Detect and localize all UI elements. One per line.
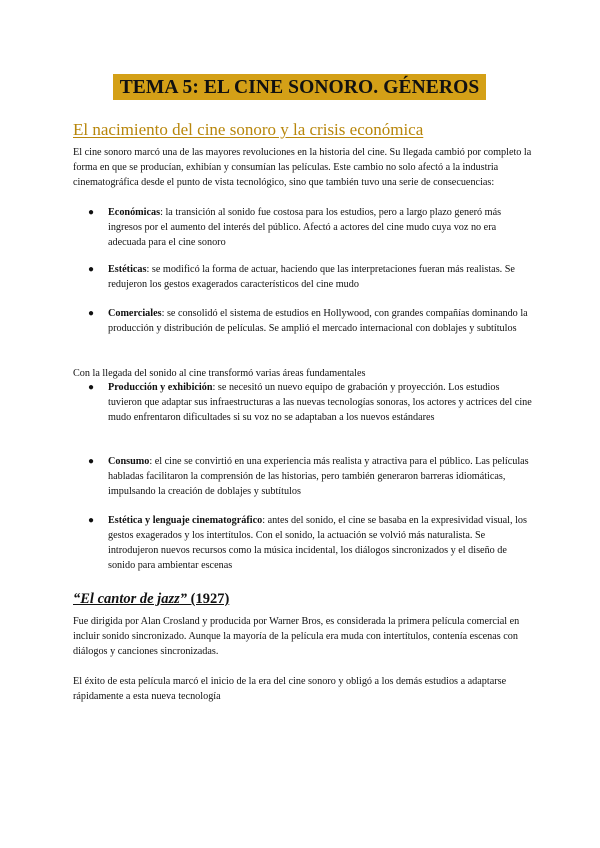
section-heading-jazz-singer	[73, 591, 229, 608]
section-heading-sound-cinema: El nacimiento del cine sonoro y la crisis económica	[73, 120, 424, 139]
bullet-icon: ●	[88, 264, 95, 275]
list-item-produccion	[88, 380, 534, 425]
list-item-term: Producción y exhibición	[108, 382, 213, 393]
list-item-text: : el cine se convirtió en una experiencia más realista y atractiva para el público. Las películas habladas facilitaron la comprensión de las historias, pero también generaron barreras idiomáticas, impulsando la creación de doblajes y subtítulos	[108, 456, 529, 497]
bullet-icon: ●	[88, 456, 95, 467]
list-item-estetica-lenguaje	[88, 513, 534, 573]
intro-paragraph-2: Con la llegada del sonido al cine transformó varias áreas fundamentales	[73, 368, 366, 379]
list-item-term: Comerciales	[108, 308, 162, 319]
film-paragraph-1: Fue dirigida por Alan Crosland y producida por Warner Bros, es considerada la primera película comercial en incluir sonido sincronizado. Aunque la mayoría de la película era muda con intertítulos, contenía escenas con diálogos y canciones sincronizadas.	[73, 616, 520, 657]
list-item-comerciales	[88, 306, 534, 336]
film-title: “El cantor de jazz”	[73, 591, 187, 607]
intro-paragraph: El cine sonoro marcó una de las mayores revoluciones en la historia del cine. Su llegada cambió por completo la forma en que se producían, exhibían y consumían las películas. Este cambio no solo afectó a la industria cinematográfica desde el punto de vista tecnológico, sino que también tuvo una serie de consecuencias:	[73, 147, 532, 188]
bullet-icon: ●	[88, 515, 95, 526]
list-item-term: Económicas	[108, 207, 161, 218]
film-paragraph-2: El éxito de esta película marcó el inicio de la era del cine sonoro y obligó a los demás estudios a adaptarse rápidamente a esta nueva tecnología	[73, 676, 507, 702]
film-year: (1927)	[187, 591, 230, 607]
list-item-esteticas	[88, 262, 534, 292]
list-item-economicas	[88, 205, 534, 250]
list-item-text: : se consolidó el sistema de estudios en Hollywood, con grandes compañías dominando la producción y distribución de películas. Se amplió el mercado internacional con doblajes y subtítulos	[108, 308, 528, 334]
list-item-term: Estéticas	[108, 264, 147, 275]
bullet-icon: ●	[88, 207, 95, 218]
list-item-text: : la transición al sonido fue costosa para los estudios, pero a largo plazo generó más ingresos por el aumento del interés del público. Afectó a actores del cine mudo cuya voz no era adecuada para el cine sonoro	[108, 207, 502, 248]
list-item-text: : antes del sonido, el cine se basaba en la expresividad visual, los gestos exagerados y los intertítulos. Con el sonido, la actuación se volvió más naturalista. Se introdujeron nuevos recursos como la música incidental, los diálogos sincronizados y el diseño de sonido para ambientar escenas	[108, 515, 527, 571]
list-item-term: Consumo	[108, 456, 150, 467]
list-item-text: : se modificó la forma de actuar, haciendo que las interpretaciones fueran más realistas. Se redujeron los gestos exagerados característicos del cine mudo	[108, 264, 515, 290]
list-item-term: Estética y lenguaje cinematográfico	[108, 515, 263, 526]
list-item-text: : se necesitó un nuevo equipo de grabación y proyección. Los estudios tuvieron que adaptar sus infraestructuras a las nuevas tecnologías sonoras, los actores y actrices del cine mudo enfrentaron dificultades si su voz no se adaptaban a los nuevos estándares	[108, 382, 532, 423]
bullet-icon: ●	[88, 308, 95, 319]
page-title: TEMA 5: EL CINE SONORO. GÉNEROS	[113, 74, 486, 100]
list-item-consumo	[88, 454, 534, 499]
bullet-icon: ●	[88, 382, 95, 393]
